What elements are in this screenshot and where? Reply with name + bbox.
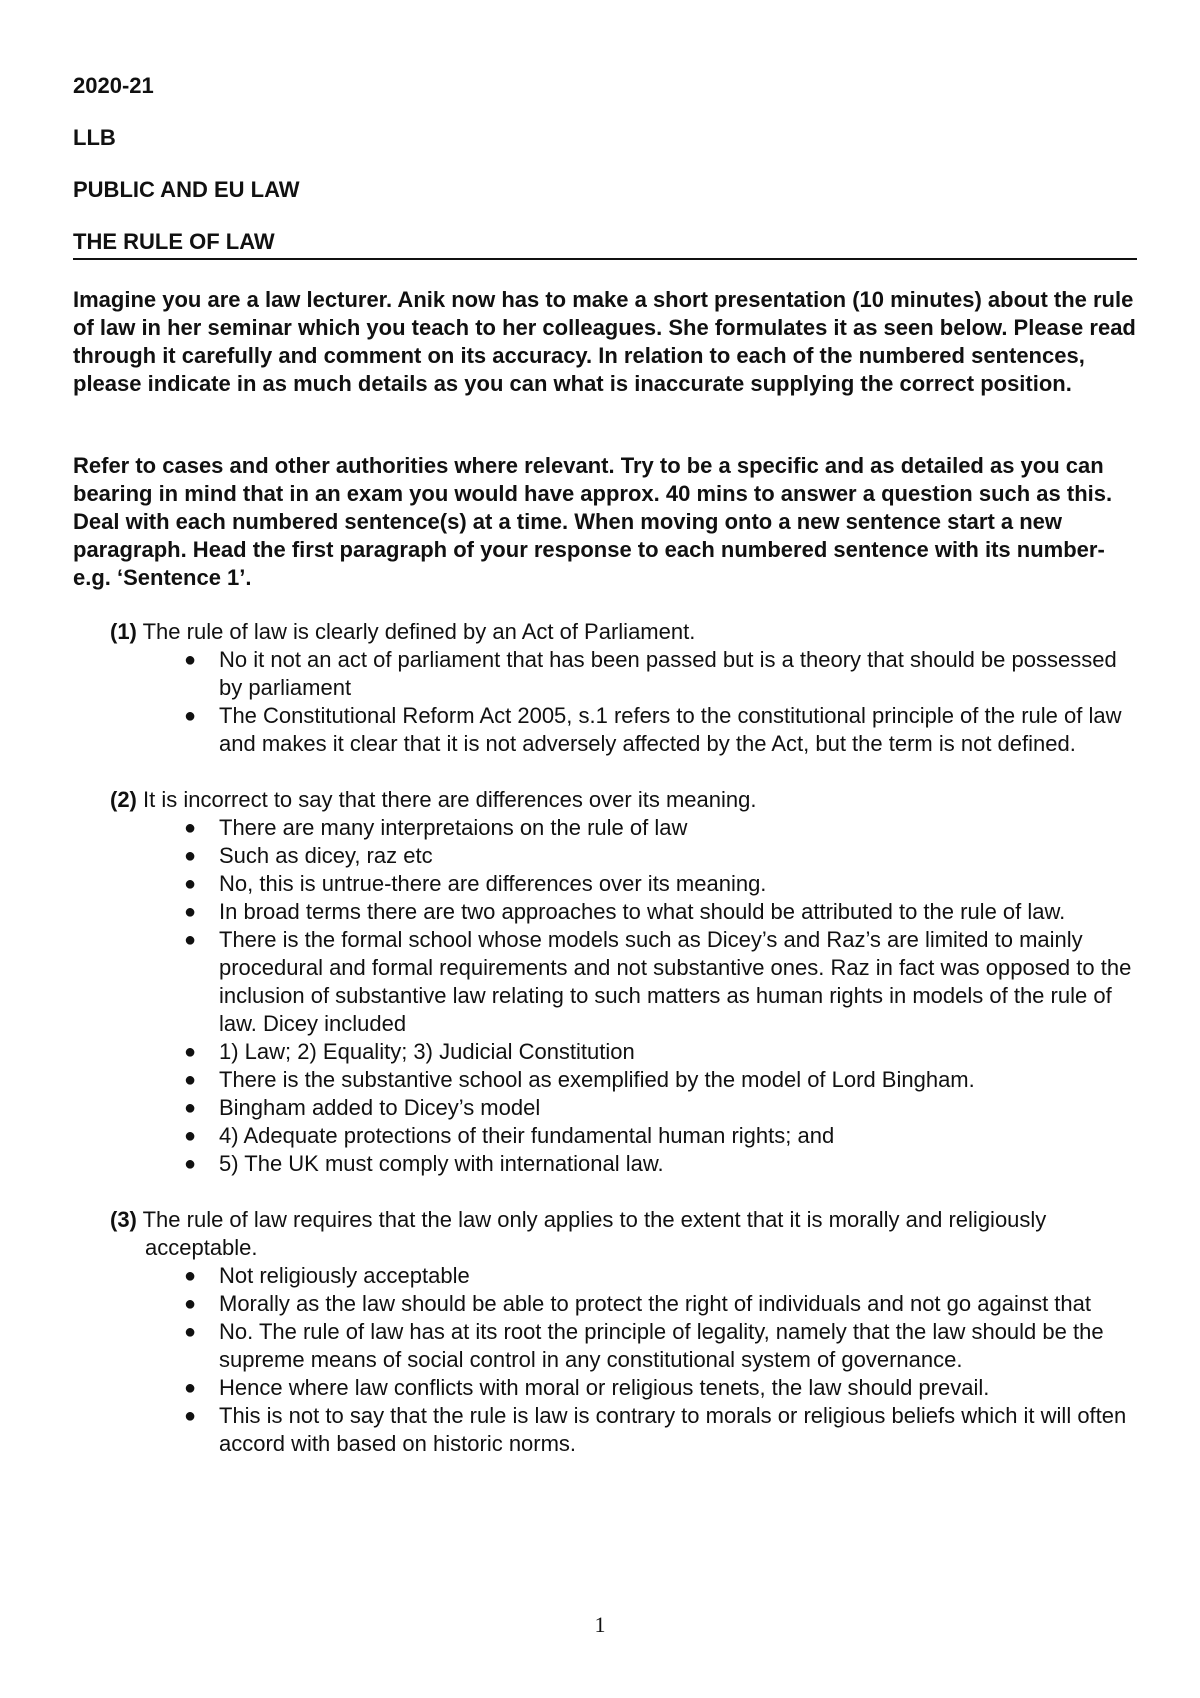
point-text: 5) The UK must comply with international law. [219,1151,664,1176]
point-text: Hence where law conflicts with moral or religious tenets, the law should prevail. [219,1375,990,1400]
point-text: The Constitutional Reform Act 2005, s.1 refers to the constitutional principle of the rule of law and makes it clear that it is not adversely affected by the Act, but the term is not defined. [219,703,1122,756]
sentence-number: (3) [110,1207,137,1232]
sentence-number: (2) [110,787,137,812]
list-item [73,1038,1137,1066]
list-item [73,842,1137,870]
list-item [73,926,1137,1038]
bullet-icon: ● [184,1069,197,1091]
bullet-icon: ● [184,1265,197,1287]
sentence-block [73,786,1137,1178]
sentence-text: The rule of law requires that the law only applies to the extent that it is morally and religiously acceptable. [142,1207,1047,1260]
list-item [73,1402,1137,1458]
bullet-icon: ● [184,1097,197,1119]
bullet-icon: ● [184,649,197,671]
point-text: This is not to say that the rule is law is contrary to morals or religious beliefs which it will often accord with based on historic norms. [219,1403,1127,1456]
sentence-block [73,1206,1137,1458]
title-underline [73,258,1137,260]
bullet-icon: ● [184,901,197,923]
point-text: Not religiously acceptable [219,1263,470,1288]
bullet-icon: ● [184,1321,197,1343]
bullet-icon: ● [184,845,197,867]
point-text: 1) Law; 2) Equality; 3) Judicial Constitution [219,1039,635,1064]
bullet-icon: ● [184,1377,197,1399]
point-text: There is the substantive school as exemplified by the model of Lord Bingham. [219,1067,975,1092]
sentence-block [73,618,1137,758]
bullet-icon: ● [184,705,197,727]
bullet-icon: ● [184,1293,197,1315]
bullet-icon: ● [184,817,197,839]
sentence-number: (1) [110,619,137,644]
bullet-icon: ● [184,1041,197,1063]
sentence-statement [73,1206,1137,1262]
response-points [73,814,1137,1178]
point-text: In broad terms there are two approaches to what should be attributed to the rule of law. [219,899,1066,924]
list-item [73,1262,1137,1290]
bullet-icon: ● [184,1125,197,1147]
list-item [73,870,1137,898]
instructions-paragraph: Refer to cases and other authorities where relevant. Try to be a specific and as detailed as you can bearing in mind that in an exam you would have approx. 40 mins to answer a question such as this. Deal with each numbered sentence(s) at a time. When moving onto a new sentence start a new paragraph. Head the first paragraph of your response to each numbered sentence with its number- e.g. ‘Sentence 1’. [73,453,1113,590]
list-item [73,1094,1137,1122]
numbered-sentences [73,618,1137,1486]
list-item [73,646,1137,702]
point-text: Bingham added to Dicey’s model [219,1095,541,1120]
instructions-paragraph: Imagine you are a law lecturer. Anik now has to make a short presentation (10 minutes) about the rule of law in her seminar which you teach to her colleagues. She formulates it as seen below. Please read through it carefully and comment on its accuracy. In relation to each of the numbered sentences, please indicate in as much details as you can what is inaccurate supplying the correct position. [73,287,1136,396]
list-item [73,898,1137,926]
point-text: No, this is untrue-there are differences over its meaning. [219,871,767,896]
bullet-icon: ● [184,929,197,951]
list-item [73,1318,1137,1374]
point-text: Such as dicey, raz etc [219,843,433,868]
topic-title: THE RULE OF LAW [73,229,275,254]
bullet-icon: ● [184,873,197,895]
course-name: LLB [73,125,116,150]
point-text: 4) Adequate protections of their fundamental human rights; and [219,1123,835,1148]
response-points [73,646,1137,758]
response-points [73,1262,1137,1458]
point-text: There is the formal school whose models such as Dicey’s and Raz’s are limited to mainly procedural and formal requirements and not substantive ones. Raz in fact was opposed to the inclusion of substantive law relating to such matters as human rights in models of the rule of law. Dicey included [219,927,1132,1036]
point-text: There are many interpretaions on the rule of law [219,815,688,840]
sentence-text: The rule of law is clearly defined by an Act of Parliament. [142,619,696,644]
page-number: 1 [594,1612,606,1637]
point-text: Morally as the law should be able to protect the right of individuals and not go against that [219,1291,1091,1316]
point-text: No it not an act of parliament that has been passed but is a theory that should be possessed by parliament [219,647,1117,700]
sentence-statement [73,618,1137,646]
list-item [73,1122,1137,1150]
list-item [73,1150,1137,1178]
list-item [73,1066,1137,1094]
sentence-text: It is incorrect to say that there are differences over its meaning. [143,787,757,812]
list-item [73,814,1137,842]
list-item [73,1374,1137,1402]
bullet-icon: ● [184,1153,197,1175]
academic-year: 2020-21 [73,73,154,98]
point-text: No. The rule of law has at its root the principle of legality, namely that the law should be the supreme means of social control in any constitutional system of governance. [219,1319,1104,1372]
module-name: PUBLIC AND EU LAW [73,177,300,202]
list-item [73,702,1137,758]
sentence-statement [73,786,1137,814]
bullet-icon: ● [184,1405,197,1427]
list-item [73,1290,1137,1318]
